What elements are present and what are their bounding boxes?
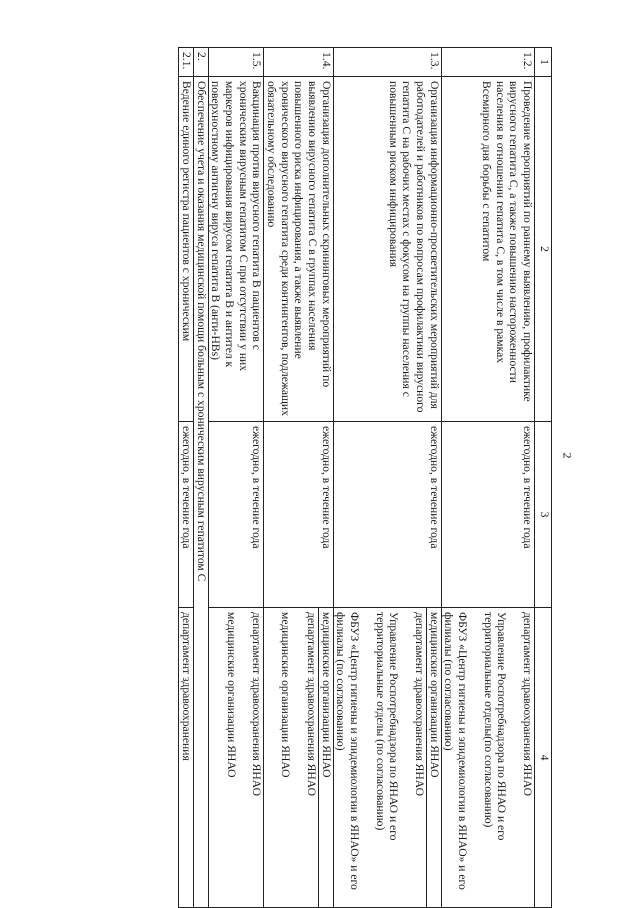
row-text: Проведение мероприятий по раннему выявлению, профилактике вирусного гепатита С, а также повышению настороженности населения в отношении гепатита С, в том числе в рамках Всемирного дня борьбы с гепатитом [441,77,534,422]
header-col-3: 3 [535,422,552,608]
executor: департамент здравоохранения ЯНАО [521,612,534,796]
table-row [333,48,441,908]
plan-table [178,47,552,908]
row-executors [208,608,264,908]
executor: ФБУЗ «Центр гигиены и эпидемиологии в ЯНАО» и его филиалы (по согласованию) [442,612,469,890]
section-title: Обеспечение учета и оказания медицинской помощи больным с хроническим вирусным гепатитом С [193,77,208,908]
header-row [535,48,552,908]
executor: медицинские организации ЯНАО [279,612,293,778]
table-row [264,48,333,908]
row-term: ежегодно, в течение года [441,422,534,608]
header-col-2: 2 [535,77,552,422]
header-col-1: 1 [535,48,552,77]
executor: медицинские организации ЯНАО [427,612,441,778]
executor: департамент здравоохранения ЯНАО [304,608,319,907]
section-row [193,48,208,908]
row-executors [441,608,534,908]
row-term: ежегодно, в течение года [333,422,441,608]
row-text: Вакцинация против вирусного гепатита В пациентов с хроническим вирусным гепатитом С при отсутствии у них маркеров инфицирования вирусом гепатита В и антител к поверхностному антигену вируса гепатита В (анти-HBs) [208,77,264,422]
row-text: Организация информационно-просветительских мероприятий для работодателей и работников по вопросам профилактики вирусного гепатита С на рабочих местах с фокусом на группы населения с повышенным риском инфицирования [333,77,441,422]
rotated-table-container [47,47,552,907]
row-executors: департамент здравоохранения [179,608,194,908]
row-text: Ведение единого регистра пациентов с хроническим [179,77,194,422]
row-text: Организация дополнительных скрининговых мероприятий по выявлению вирусного гепатита С в группах населения повышенного риска инфицирования, а также выявление хронического вирусного гепатита среди контингентов, подлежащих обязательному обследованию [264,77,333,422]
row-executors [264,608,333,908]
executor: медицинские организации ЯНАО [224,612,238,778]
executor: Управление Роспотребнадзора по ЯНАО и его территориальные отделы (по согласованию) [373,612,401,841]
row-number: 2.1. [179,48,194,77]
row-term: ежегодно, в течение года [208,422,264,608]
executor: департамент здравоохранения ЯНАО [250,612,264,796]
executor: медицинские организации ЯНАО [319,612,333,778]
row-term: ежегодно, в течение года [179,422,194,608]
table-row [441,48,534,908]
row-term: ежегодно, в течение года [264,422,333,608]
executor: ФБУЗ «Центр гигиены и эпидемиологии в ЯНАО» и его филиалы (по согласованию) [334,612,361,890]
section-number: 2. [193,48,208,77]
table-row [208,48,264,908]
table-row [179,48,194,908]
executor: Управление Роспотребнадзора по ЯНАО и его территориальные отделы(по согласованию) [481,612,509,841]
row-executors [333,608,441,908]
page-number: 2 [560,452,575,459]
row-number: 1.2. [441,48,534,77]
row-number: 1.5. [208,48,264,77]
executor: департамент здравоохранения ЯНАО [412,608,427,907]
row-number: 1.3. [333,48,441,77]
header-col-4: 4 [535,608,552,908]
row-number: 1.4. [264,48,333,77]
